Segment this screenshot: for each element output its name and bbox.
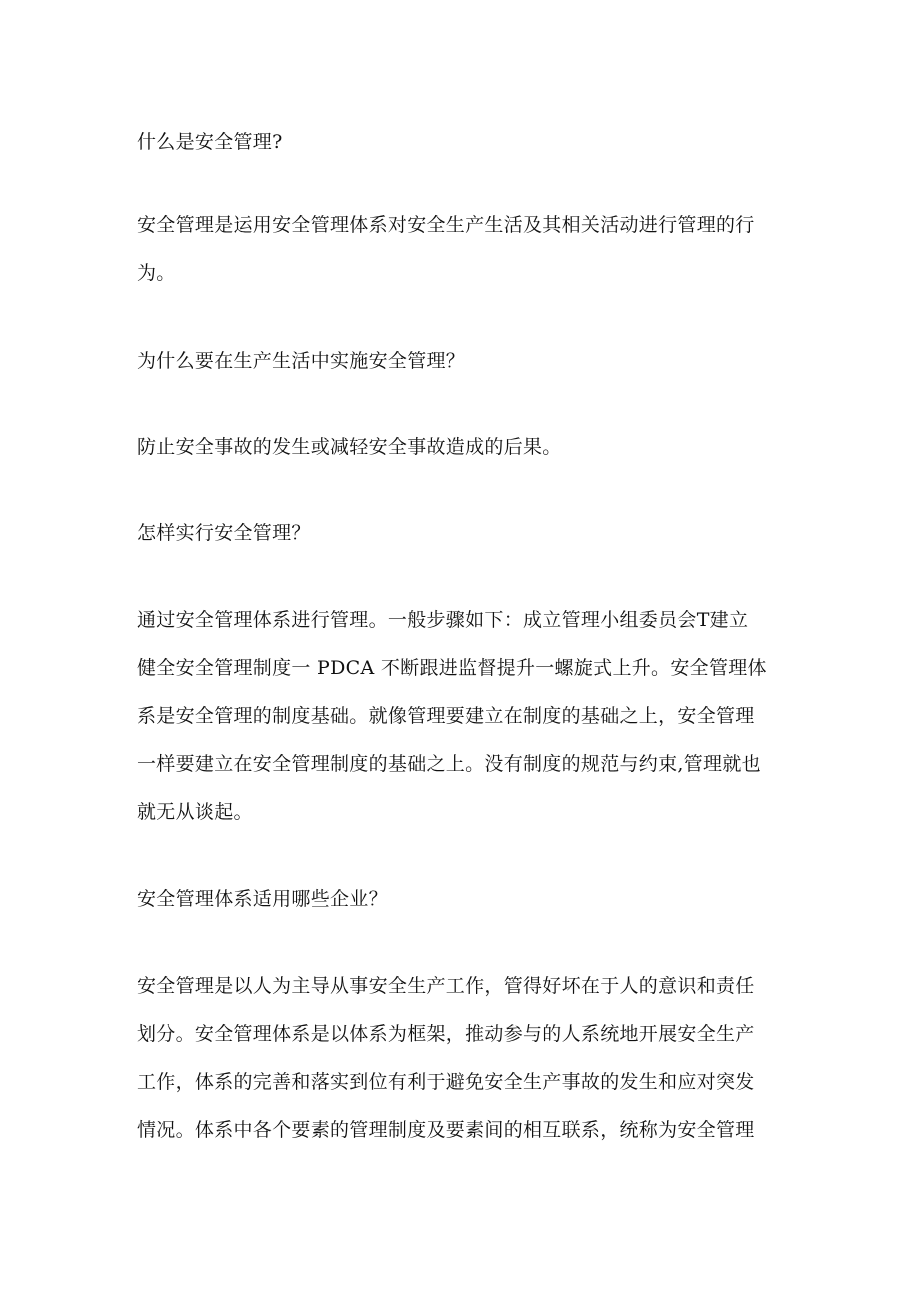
paragraph-line: 安全管理是运用安全管理体系对安全生产生活及其相关活动进行管理的行 bbox=[137, 214, 755, 236]
paragraph-line: 防止安全事故的发生或减轻安全事故造成的后果。 bbox=[137, 436, 562, 458]
answer-purpose bbox=[137, 423, 787, 471]
paragraph-line: 为。 bbox=[137, 262, 176, 284]
paragraph-line: 情况。体系中各个要素的管理制度及要素间的相互联系，统称为安全管理 bbox=[137, 1119, 755, 1141]
paragraph-line: 健全安全管理制度一 PDCA 不断跟进监督提升一螺旋式上升。安全管理体 bbox=[137, 657, 767, 679]
answer-applicability bbox=[137, 962, 787, 1154]
question-applicable-enterprises bbox=[137, 875, 787, 923]
paragraph-line: 安全管理是以人为主导从事安全生产工作，管得好坏在于人的意识和责任 bbox=[137, 975, 755, 997]
question-how-to-implement bbox=[137, 509, 787, 557]
paragraph-line: 系是安全管理的制度基础。就像管理要建立在制度的基础之上，安全管理 bbox=[137, 705, 755, 727]
answer-definition bbox=[137, 201, 787, 297]
paragraph-line: 通过安全管理体系进行管理。一般步骤如下：成立管理小组委员会T建立 bbox=[137, 609, 749, 631]
paragraph-line: 什么是安全管理? bbox=[137, 131, 283, 153]
question-what-is-safety-management bbox=[137, 118, 787, 166]
paragraph-line: 怎样实行安全管理？ bbox=[137, 522, 311, 544]
paragraph-line: 安全管理体系适用哪些企业？ bbox=[137, 888, 388, 910]
paragraph-line: 为什么要在生产生活中实施安全管理？ bbox=[137, 350, 466, 372]
paragraph-line: 一样要建立在安全管理制度的基础之上。没有制度的规范与约束,管理就也 bbox=[137, 753, 761, 775]
paragraph-line: 划分。安全管理体系是以体系为框架，推动参与的人系统地开展安全生产 bbox=[137, 1023, 755, 1045]
paragraph-line: 就无从谈起。 bbox=[137, 801, 253, 823]
answer-steps bbox=[137, 596, 787, 836]
paragraph-line: 工作，体系的完善和落实到位有利于避免安全生产事故的发生和应对突发 bbox=[137, 1071, 755, 1093]
question-why-implement bbox=[137, 337, 787, 385]
